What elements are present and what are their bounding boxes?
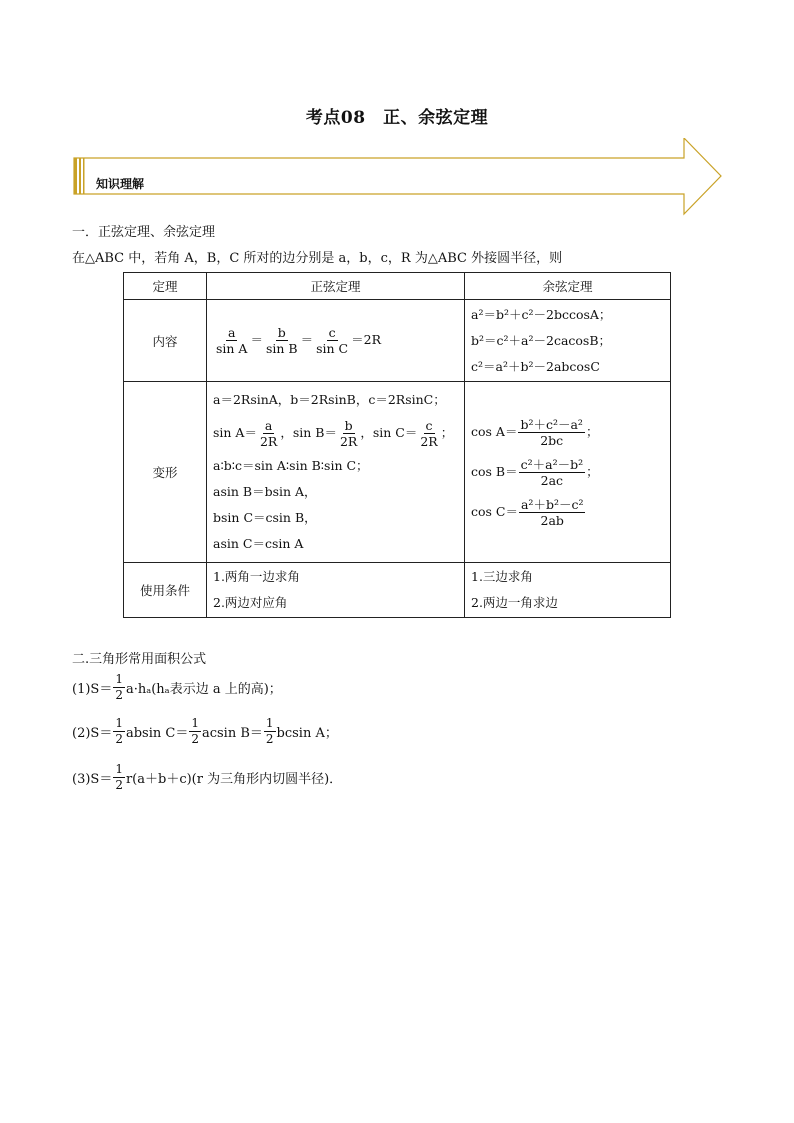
condition-line: 2.两边一角求边 xyxy=(471,595,558,610)
cos-a-formula: cos A＝ $\frac{\text{b²＋c²－a²}}{2bc}$ ； xyxy=(471,417,599,448)
fraction: $\frac{\text{b²＋c²－a²}}{2bc}$ xyxy=(520,417,583,448)
fraction: $\frac{1}{2}$ xyxy=(115,716,123,746)
fraction: $\frac{b}{2R}$ xyxy=(339,418,358,449)
sine-law-formula: $\frac{a}{\text{sin A}}$ ＝ $\frac{b}{\text{sin B}}$ ＝ $\frac{c}{\text{sin C}}$ ＝2R xyxy=(207,300,465,382)
row-label-transform: 变形 xyxy=(124,382,207,563)
cos-c-formula: cos C＝ $\frac{\text{a²＋b²－c²}}{2ab}$ xyxy=(471,497,584,528)
table-header-row xyxy=(124,273,671,300)
area-formula-3: (3)S＝ $\frac{1}{2}$ r(a＋b＋c)(r 为三角形内切圆半径)． xyxy=(72,762,343,792)
fraction: $\frac{1}{2}$ xyxy=(191,716,199,746)
condition-line: 2.两边对应角 xyxy=(213,595,288,610)
variant-line-fractions: sin A＝ $\frac{a}{2R}$ ，sin B＝ $\frac{b}{2R}$ ，sin C＝ $\frac{c}{2R}$ ； xyxy=(213,418,454,449)
table-row-content xyxy=(124,300,671,382)
fraction: $\frac{\text{c²＋a²－b²}}{2ac}$ xyxy=(520,457,584,488)
banner-label: 知识理解 xyxy=(96,177,145,191)
fraction: $\frac{1}{2}$ xyxy=(115,672,123,702)
cosine-law-formulas xyxy=(465,300,671,382)
cosine-formula: a²＝b²＋c²－2bccosA； xyxy=(471,306,612,322)
variant-line: a＝2RsinA，b＝2RsinB，c＝2RsinC； xyxy=(213,392,446,407)
cosine-law-conditions xyxy=(465,563,671,618)
variant-line: a∶b∶c＝sin A∶sin B∶sin C； xyxy=(213,458,369,473)
table-row-transform xyxy=(124,382,671,563)
header-cosine-law: 余弦定理 xyxy=(465,273,671,300)
variant-line: asin C＝csin A xyxy=(213,536,304,551)
section1-intro: 在△ABC 中，若角 A，B，C 所对的边分别是 a，b，c，R 为△ABC 外接圆半径，则 xyxy=(72,251,563,266)
fraction: $\frac{b}{\text{sin B}}$ xyxy=(265,325,298,356)
sine-law-conditions xyxy=(207,563,465,618)
section1-heading: 一．正弦定理、余弦定理 xyxy=(72,225,216,240)
cos-b-formula: cos B＝ $\frac{\text{c²＋a²－b²}}{2ac}$ ； xyxy=(471,457,599,488)
cosine-formula: b²＝c²＋a²－2cacosB； xyxy=(471,332,612,348)
page-title: 考点08 正、余弦定理 xyxy=(305,108,489,128)
table-row-conditions xyxy=(124,563,671,618)
cosine-formula: c²＝a²＋b²－2abcosC xyxy=(471,358,600,374)
fraction: $\frac{1}{2}$ xyxy=(265,716,274,746)
fraction: $\frac{a}{\text{sin A}}$ xyxy=(216,325,248,356)
fraction: $\frac{a}{2R}$ xyxy=(259,418,278,449)
header-sine-law: 正弦定理 xyxy=(207,273,465,300)
condition-line: 1.三边求角 xyxy=(471,569,533,584)
sine-law-variants xyxy=(207,382,465,563)
theorem-table xyxy=(123,272,671,618)
cosine-law-variants xyxy=(465,382,671,563)
row-label-conditions: 使用条件 xyxy=(124,563,207,618)
section2-heading: 二.三角形常用面积公式 xyxy=(72,652,207,667)
condition-line: 1.两角一边求角 xyxy=(213,569,300,584)
row-label-content: 内容 xyxy=(124,300,207,382)
area-formula-1: (1)S＝ $\frac{1}{2}$ a·hₐ(hₐ表示边 a 上的高)； xyxy=(72,672,282,702)
fraction: $\frac{1}{2}$ xyxy=(115,762,123,792)
fraction: $\frac{c}{2R}$ xyxy=(420,418,438,449)
fraction: $\frac{c}{\text{sin C}}$ xyxy=(316,325,349,356)
section-banner-arrow xyxy=(70,138,724,218)
area-formula-2: (2)S＝ $\frac{1}{2}$ absin C＝ $\frac{1}{2}$ acsin B＝ $\frac{1}{2}$ bcsin A； xyxy=(72,716,338,746)
variant-line: asin B＝bsin A， xyxy=(213,484,317,499)
header-theorem: 定理 xyxy=(124,273,207,300)
variant-line: bsin C＝csin B， xyxy=(213,510,317,525)
fraction: $\frac{\text{a²＋b²－c²}}{2ab}$ xyxy=(520,497,584,528)
